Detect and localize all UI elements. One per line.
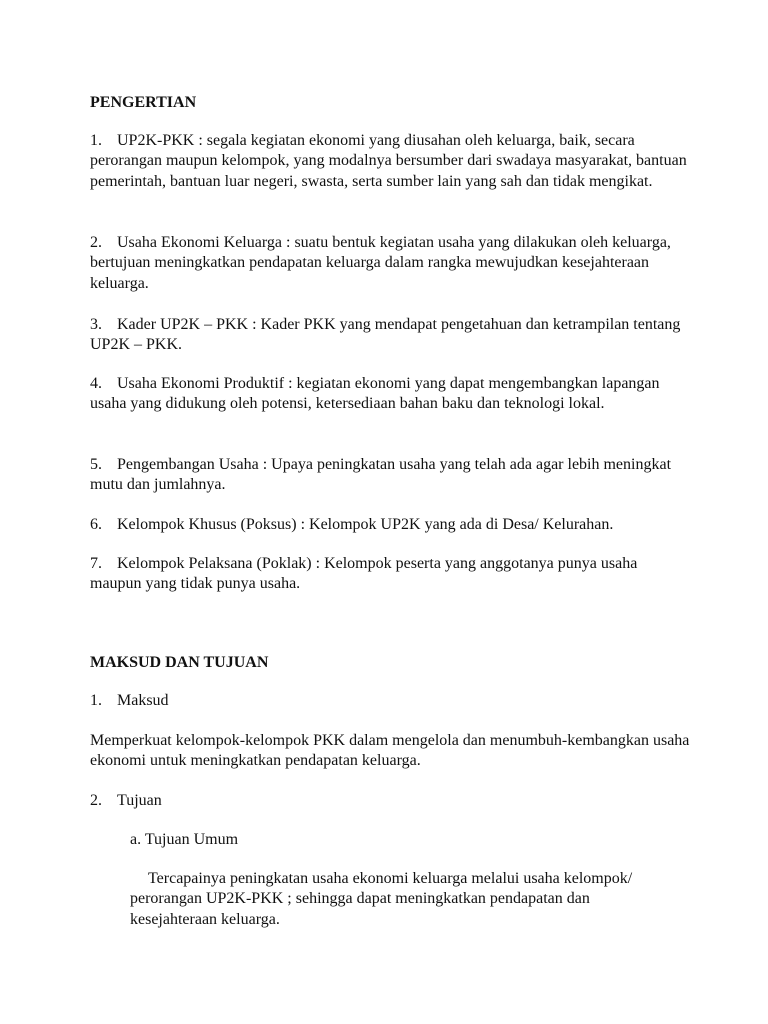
definition-item-4: [90, 374, 690, 415]
item-number: 2.: [90, 792, 102, 809]
item-text: Usaha Ekonomi Keluarga : suatu bentuk kegiatan usaha yang dilakukan oleh keluarga, bertujuan meningkatkan pendapatan keluarga dalam rangka mewujudkan kesejahteraan keluarga.: [90, 234, 671, 292]
tujuan-umum-label: a. Tujuan Umum: [130, 831, 239, 848]
tujuan-label: [90, 791, 162, 811]
item-text: Kader UP2K – PKK : Kader PKK yang mendapat pengetahuan dan ketrampilan tentang UP2K – PKK.: [90, 316, 681, 354]
item-number: 2.: [90, 234, 102, 251]
item-number: 5.: [90, 456, 102, 473]
maksud-label: [90, 691, 169, 711]
section-heading-maksud-tujuan: MAKSUD DAN TUJUAN: [90, 654, 269, 671]
definition-item-5: [90, 455, 690, 496]
section-heading-pengertian: PENGERTIAN: [90, 94, 197, 111]
item-number: 3.: [90, 316, 102, 333]
definition-item-2: [90, 233, 690, 294]
item-text: Pengembangan Usaha : Upaya peningkatan usaha yang telah ada agar lebih meningkat mutu dan jumlahnya.: [90, 456, 672, 494]
item-number: 6.: [90, 516, 102, 533]
item-label: Maksud: [117, 692, 169, 709]
definition-item-6: [90, 515, 613, 535]
tujuan-umum-paragraph: Tercapainya peningkatan usaha ekonomi keluarga melalui usaha kelompok/ perorangan UP2K-PKK ; sehingga dapat meningkatkan pendapatan dan kesejahteraan keluarga.: [130, 870, 633, 928]
item-text: Kelompok Khusus (Poksus) : Kelompok UP2K yang ada di Desa/ Kelurahan.: [117, 516, 614, 533]
item-number: 1.: [90, 692, 102, 709]
definition-item-3: [90, 315, 690, 356]
item-text: Usaha Ekonomi Produktif : kegiatan ekonomi yang dapat mengembangkan lapangan usaha yang didukung oleh potensi, ketersediaan bahan baku dan teknologi lokal.: [90, 375, 660, 413]
item-text: Kelompok Pelaksana (Poklak) : Kelompok peserta yang anggotanya punya usaha maupun yang tidak punya usaha.: [90, 555, 638, 593]
item-label: Tujuan: [117, 792, 162, 809]
definition-item-1: [90, 131, 690, 192]
item-number: 4.: [90, 375, 102, 392]
maksud-paragraph: Memperkuat kelompok-kelompok PKK dalam mengelola dan menumbuh-kembangkan usaha ekonomi untuk meningkatkan pendapatan keluarga.: [90, 732, 690, 770]
definition-item-7: [90, 554, 690, 595]
item-text: UP2K-PKK : segala kegiatan ekonomi yang diusahan oleh keluarga, baik, secara perorangan maupun kelompok, yang modalnya bersumber dari swadaya masyarakat, bantuan pemerintah, bantuan luar negeri, swasta, serta sumber lain yang sah dan tidak mengikat.: [90, 132, 687, 190]
item-number: 1.: [90, 132, 102, 149]
item-number: 7.: [90, 555, 102, 572]
